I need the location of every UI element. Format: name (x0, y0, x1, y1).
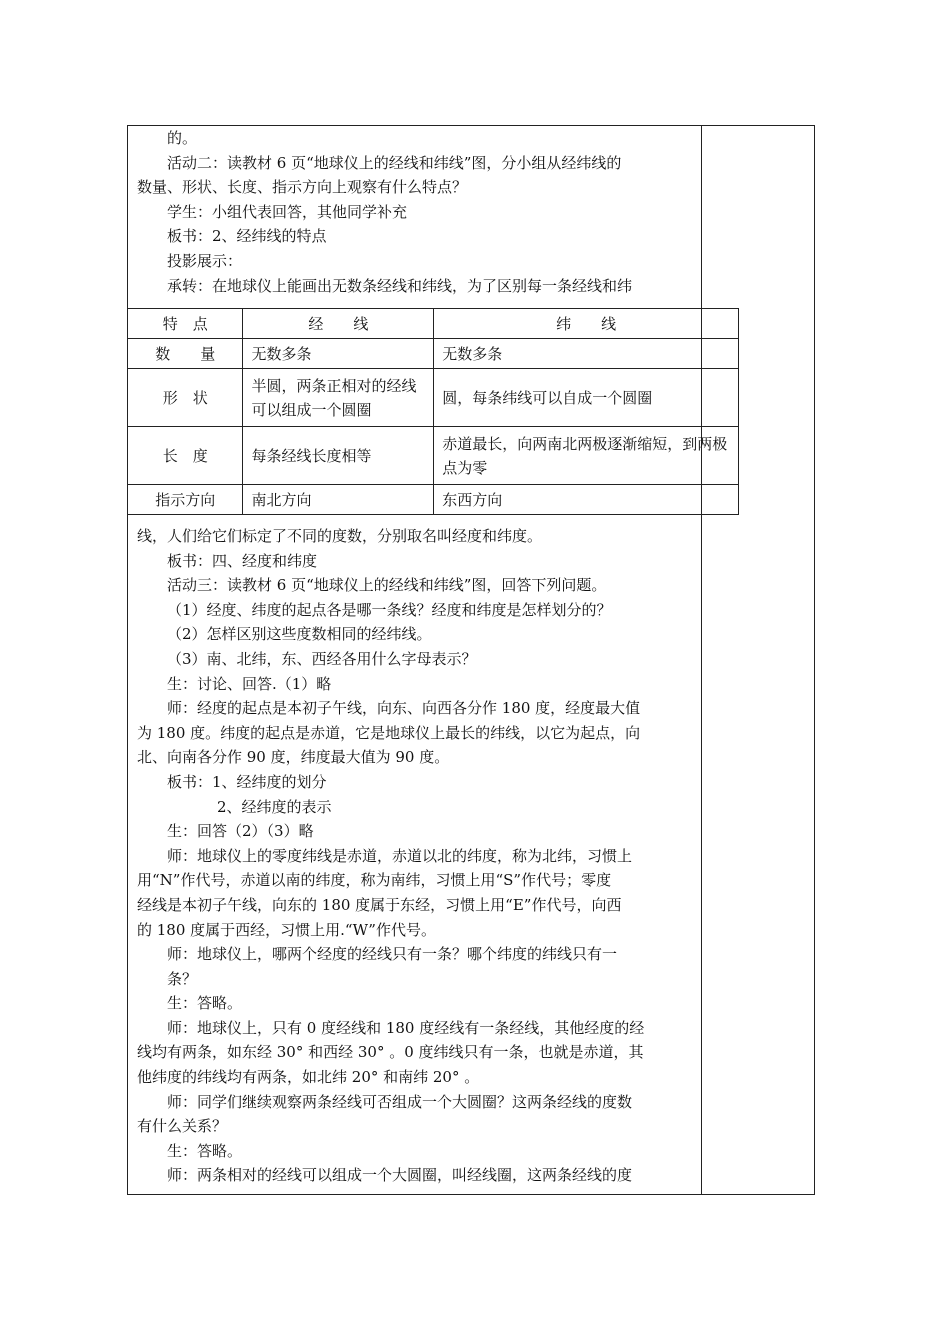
paragraph: 线，人们给它们标定了不同的度数，分别取名叫经度和纬度。 (137, 527, 543, 545)
paragraph: 的 180 度属于西经，习惯上用.“W”作代号。 (137, 920, 436, 939)
table-cell: 半圆，两条正相对的经线可以组成一个圆圈 (243, 369, 434, 427)
paragraph: （2）怎样区别这些度数相同的经纬线。 (167, 625, 432, 644)
paragraph: 生：讨论、回答.（1）略 (167, 674, 332, 693)
table-header-row (128, 309, 739, 339)
paragraph: 生：答略。 (167, 994, 243, 1013)
paragraph: 数量、形状、长度、指示方向上观察有什么特点？ (137, 178, 468, 197)
paragraph: 用“N”作代号，赤道以南的纬度，称为南纬，习惯上用“S”作代号；零度 (137, 871, 612, 890)
table-row (128, 369, 739, 427)
paragraph: 师：同学们继续观察两条经线可否组成一个大圆圈？这两条经线的度数 (167, 1092, 633, 1111)
features-table (127, 308, 739, 515)
paragraph: 活动三：读教材 6 页“地球仪上的经线和纬线”图，回答下列问题。 (167, 576, 607, 595)
paragraph: 生：答略。 (167, 1141, 243, 1160)
table-cell: 数 量 (128, 339, 243, 369)
table-cell: 南北方向 (243, 485, 434, 515)
paragraph: 条？ (167, 969, 198, 988)
paragraph: 线均有两条，如东经 30° 和西经 30° 。0 度纬线只有一条，也就是赤道，其 (137, 1043, 644, 1062)
table-cell: 形 状 (128, 369, 243, 427)
table-header-cell: 特 点 (128, 309, 243, 339)
paragraph: 他纬度的纬线均有两条，如北纬 20° 和南纬 20° 。 (137, 1068, 480, 1087)
paragraph: （1）经度、纬度的起点各是哪一条线？经度和纬度是怎样划分的？ (167, 600, 612, 619)
paragraph: 投影展示： (167, 251, 243, 270)
table-cell: 长 度 (128, 427, 243, 485)
paragraph: 2、经纬度的表示 (217, 797, 332, 816)
table-header-cell: 经 线 (243, 309, 434, 339)
paragraph: 生：回答（2）（3）略 (167, 822, 314, 841)
table-cell: 无数多条 (243, 339, 434, 369)
paragraph: 师：地球仪上，只有 0 度经线和 180 度经线有一条经线，其他经度的经 (167, 1018, 645, 1037)
paragraph: 板书：2、经纬线的特点 (167, 227, 327, 246)
paragraph: 师：地球仪上，哪两个经度的经线只有一条？哪个纬度的纬线只有一 (167, 945, 618, 964)
paragraph: 有什么关系？ (137, 1117, 228, 1136)
table-row (128, 339, 739, 369)
paragraph: 为 180 度。纬度的起点是赤道，它是地球仪上最长的纬线，以它为起点，向 (137, 723, 641, 742)
paragraph: 师：地球仪上的零度纬线是赤道，赤道以北的纬度，称为北纬，习惯上 (167, 846, 633, 865)
section-part1 (137, 126, 693, 298)
paragraph: 承转：在地球仪上能画出无数条经线和纬线，为了区别每一条经线和纬 (167, 276, 633, 295)
table-cell: 圆，每条纬线可以自成一个圆圈 (434, 369, 739, 427)
paragraph: 的。 (167, 129, 198, 147)
paragraph: 北、向南各分作 90 度，纬度最大值为 90 度。 (137, 748, 450, 767)
paragraph: （3）南、北纬，东、西经各用什么字母表示？ (167, 649, 477, 668)
table-cell: 东西方向 (434, 485, 739, 515)
paragraph: 学生：小组代表回答，其他同学补充 (167, 202, 408, 221)
table-cell: 每条经线长度相等 (243, 427, 434, 485)
section-part2 (137, 524, 693, 1188)
paragraph: 经线是本初子午线，向东的 180 度属于东经，习惯上用“E”作代号，向西 (137, 895, 622, 914)
paragraph: 板书：1、经纬度的划分 (167, 772, 327, 791)
table-cell: 赤道最长，向两南北两极逐渐缩短，到两极点为零 (434, 427, 739, 485)
table-row (128, 485, 739, 515)
table-header-cell: 纬 线 (434, 309, 739, 339)
right-column-divider (701, 125, 702, 1195)
table-row (128, 427, 739, 485)
paragraph: 师：经度的起点是本初子午线，向东、向西各分作 180 度，经度最大值 (167, 699, 641, 718)
paragraph: 板书：四、经度和纬度 (167, 551, 318, 570)
paragraph: 师：两条相对的经线可以组成一个大圆圈，叫经线圈，这两条经线的度 (167, 1166, 633, 1185)
table-cell: 指示方向 (128, 485, 243, 515)
paragraph: 活动二：读教材 6 页“地球仪上的经线和纬线”图，分小组从经纬线的 (167, 153, 622, 172)
table-cell: 无数多条 (434, 339, 739, 369)
